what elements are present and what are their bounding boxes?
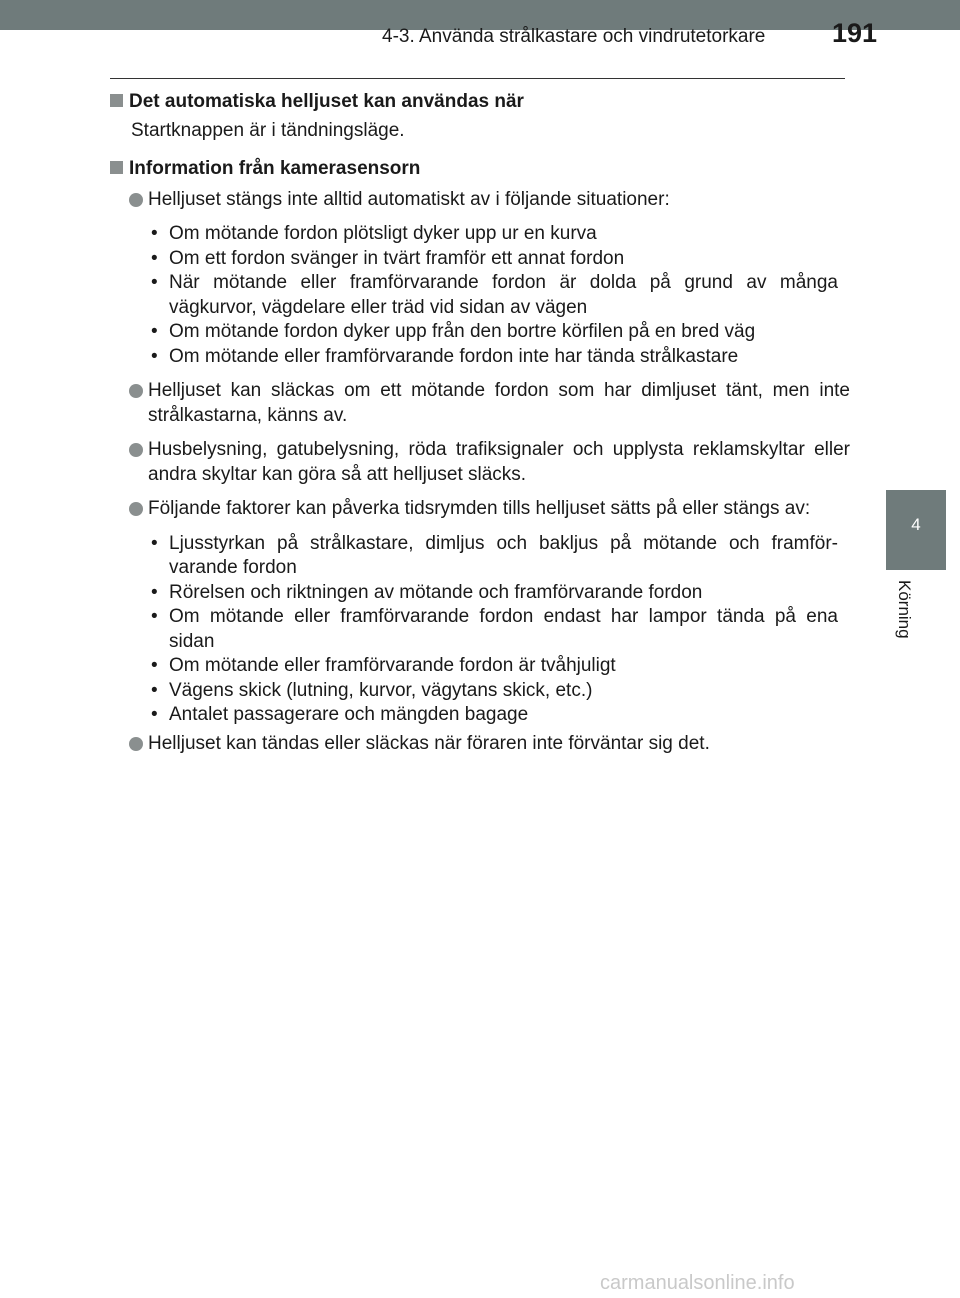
sub-list (110, 532, 850, 728)
section-title: Det automatiska helljuset kan användas när (129, 91, 524, 112)
sub-list-item: • När mötande eller framförvarande fordon är dolda på grund av många vägkurvor, vägdelare eller träd vid sidan av vägen (148, 271, 838, 320)
item-text: Helljuset kan släckas om ett mötande fordon som har dimljuset tänt, men inte strålkastarna, känns av. (148, 380, 850, 426)
sub-list-item: • Om mötande eller framförvarande fordon endast har lampor tända på ena sidan (148, 605, 838, 654)
sub-list-item: • Ljusstyrkan på strålkastare, dimljus och bakljus på mötande och framför-varande fordon (148, 532, 838, 581)
sub-list-item: • Om mötande fordon plötsligt dyker upp ur en kurva (148, 222, 838, 247)
list-item (110, 379, 850, 428)
section-heading (110, 157, 850, 182)
item-text: Följande faktorer kan påverka tidsrymden tills helljuset sätts på eller stängs av: (148, 498, 811, 519)
square-bullet-icon (110, 94, 123, 107)
sub-list (110, 222, 850, 369)
section-camera-sensor (110, 157, 850, 756)
section-text: Startknappen är i tändningsläge. (131, 119, 405, 141)
running-header: 4-3. Använda strålkastare och vindrutetorkare (382, 26, 766, 47)
list-item (110, 188, 850, 213)
chapter-label-container (876, 580, 936, 650)
round-bullet-icon (129, 502, 143, 516)
round-bullet-icon (129, 737, 143, 751)
sub-list-item: • Om ett fordon svänger in tvärt framför ett annat fordon (148, 247, 838, 272)
item-text: Husbelysning, gatubelysning, röda trafiksignaler och upplysta reklamskyltar eller andra skyltar kan göra så att helljuset släcks. (148, 439, 850, 485)
sub-list-item: • Om mötande fordon dyker upp från den bortre körfilen på en bred väg (148, 320, 838, 345)
list-item (110, 497, 850, 522)
sub-list-item: • Om mötande eller framförvarande fordon är tvåhjuligt (148, 654, 838, 679)
sub-list-item: • Antalet passagerare och mängden bagage (148, 703, 838, 728)
page-content (110, 90, 850, 756)
item-text: Helljuset kan tändas eller släckas när föraren inte förväntar sig det. (148, 732, 710, 754)
round-bullet-icon (129, 443, 143, 457)
section-heading (110, 90, 850, 115)
page-number: 191 (832, 18, 878, 48)
watermark: carmanualsonline.info (600, 1272, 795, 1294)
sub-list-item: • Rörelsen och riktningen av mötande och framförvarande fordon (148, 581, 838, 606)
list-item (110, 438, 850, 487)
sub-list-item: • Vägens skick (lutning, kurvor, vägytans skick, etc.) (148, 679, 838, 704)
chapter-label: Körning (895, 580, 914, 639)
chapter-number: 4 (911, 515, 921, 534)
section-title: Information från kamerasensorn (129, 158, 421, 179)
header-divider (110, 78, 845, 79)
round-bullet-icon (129, 384, 143, 398)
round-bullet-icon (129, 193, 143, 207)
square-bullet-icon (110, 161, 123, 174)
item-text: Helljuset stängs inte alltid automatiskt av i följande situationer: (148, 188, 670, 210)
list-item (110, 732, 850, 757)
sub-list-item: • Om mötande eller framförvarande fordon inte har tända strålkastare (148, 345, 838, 370)
section-automatic-high-beam (110, 90, 850, 143)
